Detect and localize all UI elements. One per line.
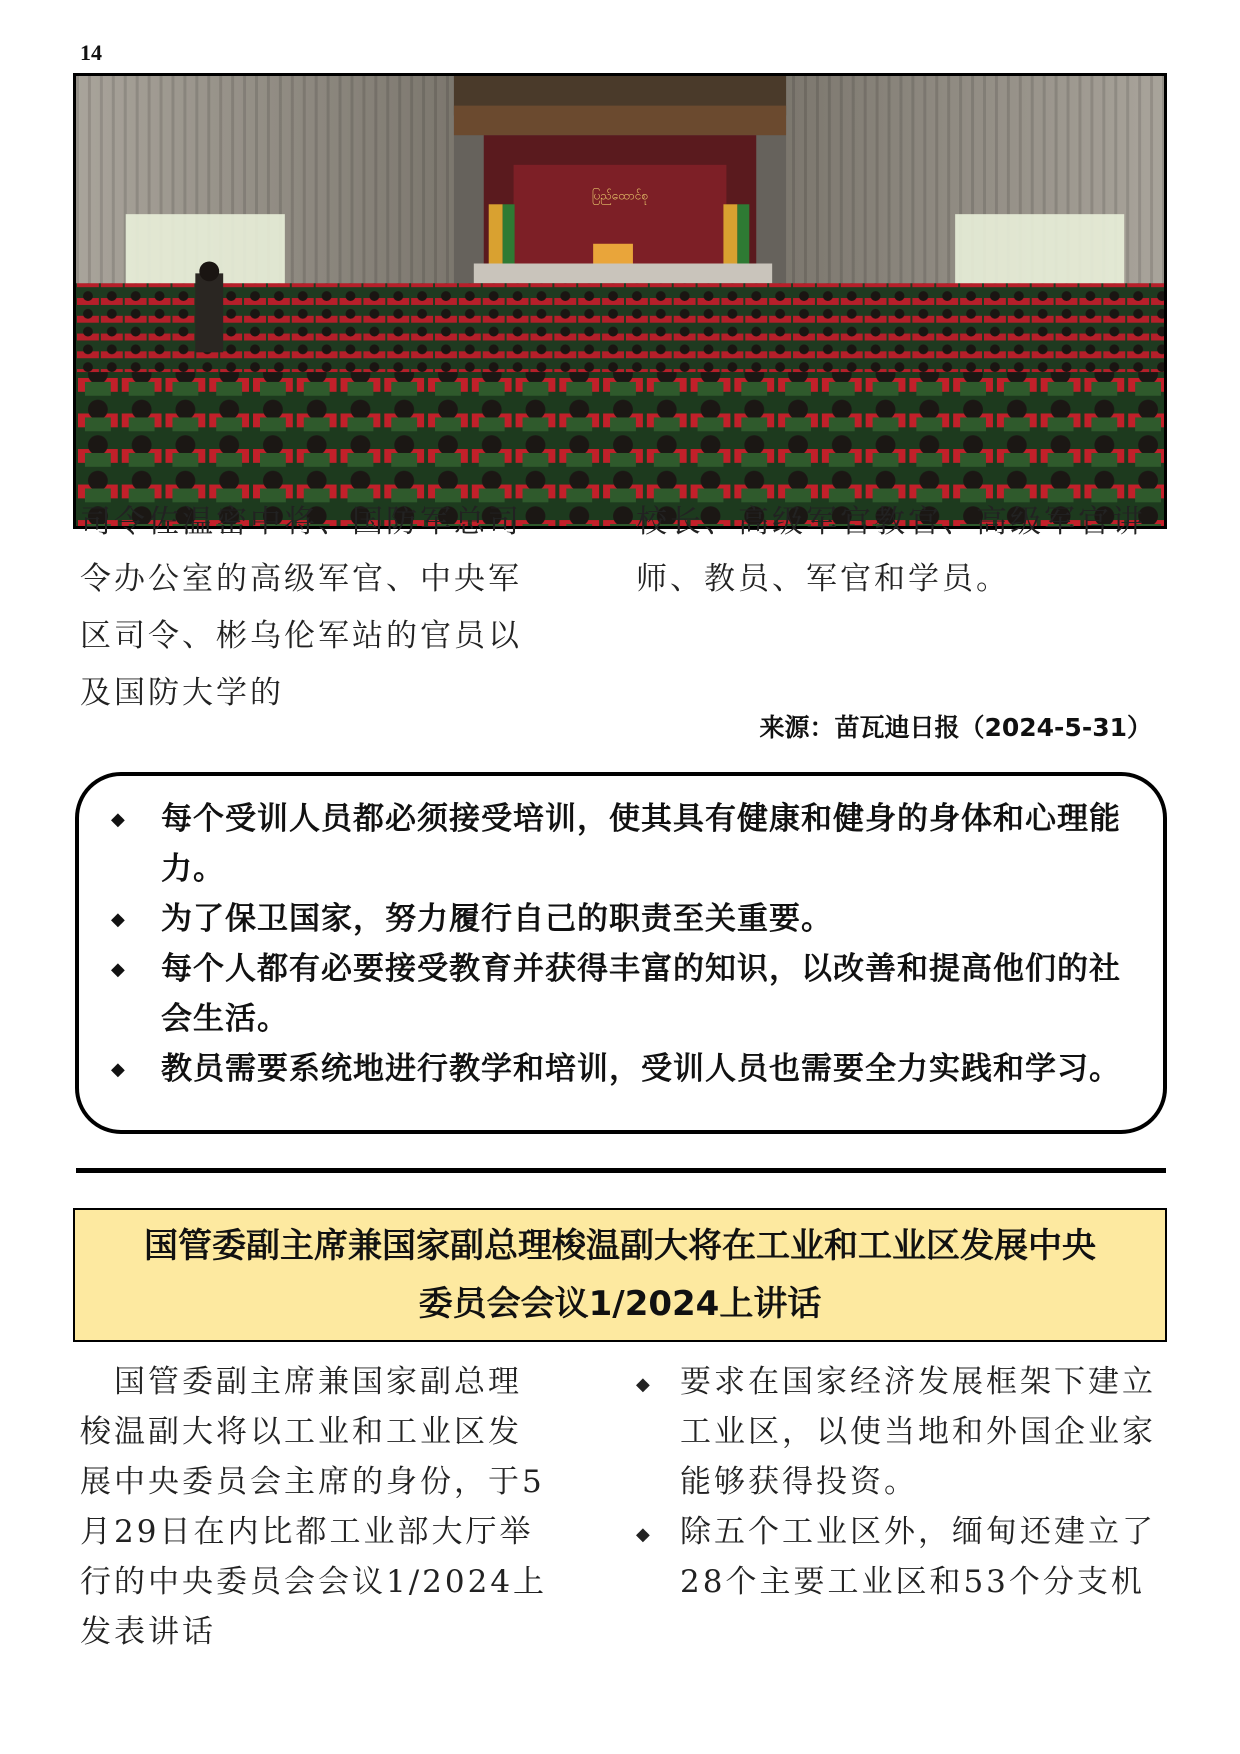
diamond-bullet-icon: ◆ xyxy=(111,909,126,930)
article2-left-column: 国管委副主席兼国家副总理梭温副大将以工业和工业区发展中央委员会主席的身份，于5月29日在内比都工业部大厅举行的中央委员会会议1/2024上发表讲话 xyxy=(80,1364,548,1650)
diamond-bullet-icon: ◆ xyxy=(111,809,126,830)
diamond-bullet-icon: ◆ xyxy=(111,1059,126,1080)
article2-right-list xyxy=(630,1357,1160,1607)
article1-right-column: 校长、高级军官教官、高级军官讲师、教员、军官和学员。 xyxy=(636,504,1146,597)
diamond-bullet-icon: ◆ xyxy=(111,959,126,980)
key-point: ◆ 每个受训人员都必须接受培训，使其具有健康和健身的身体和心理能力。 xyxy=(105,794,1137,894)
key-points-callout xyxy=(75,772,1167,1134)
article2-headline-box xyxy=(73,1208,1167,1342)
diamond-bullet-icon: ◆ xyxy=(636,1524,653,1545)
key-point: ◆ 为了保卫国家，努力履行自己的职责至关重要。 xyxy=(105,894,1137,944)
auditorium-photo xyxy=(73,73,1167,529)
diamond-bullet-icon: ◆ xyxy=(636,1374,653,1395)
stage-banner-text: ပြည်ထောင်စု xyxy=(591,188,649,203)
article2-headline: 国管委副主席兼国家副总理梭温副大将在工业和工业区发展中央 委员会会议1/2024上讲话 xyxy=(144,1226,1096,1324)
auditorium-photo-illustration xyxy=(76,76,1164,526)
key-point: ◆ 每个人都有必要接受教育并获得丰富的知识，以改善和提高他们的社会生活。 xyxy=(105,944,1137,1044)
article2-bullet-item: ◆ 要求在国家经济发展框架下建立工业区，以使当地和外国企业家能够获得投资。 xyxy=(630,1357,1160,1507)
article1-source: 来源：苗瓦迪日报（2024-5-31） xyxy=(759,713,1152,742)
article1-left-column: 司令佐温密中将、国防军总司令办公室的高级军官、中央军区司令、彬乌伦军站的官员以及国防大学的 xyxy=(80,504,522,711)
key-point: ◆ 教员需要系统地进行教学和培训，受训人员也需要全力实践和学习。 xyxy=(105,1044,1137,1094)
page-number: 14 xyxy=(80,40,102,65)
article2-bullet-item: ◆ 除五个工业区外，缅甸还建立了28个主要工业区和53个分支机 xyxy=(630,1507,1160,1607)
section-divider xyxy=(76,1168,1166,1173)
key-points-list xyxy=(105,794,1137,1094)
